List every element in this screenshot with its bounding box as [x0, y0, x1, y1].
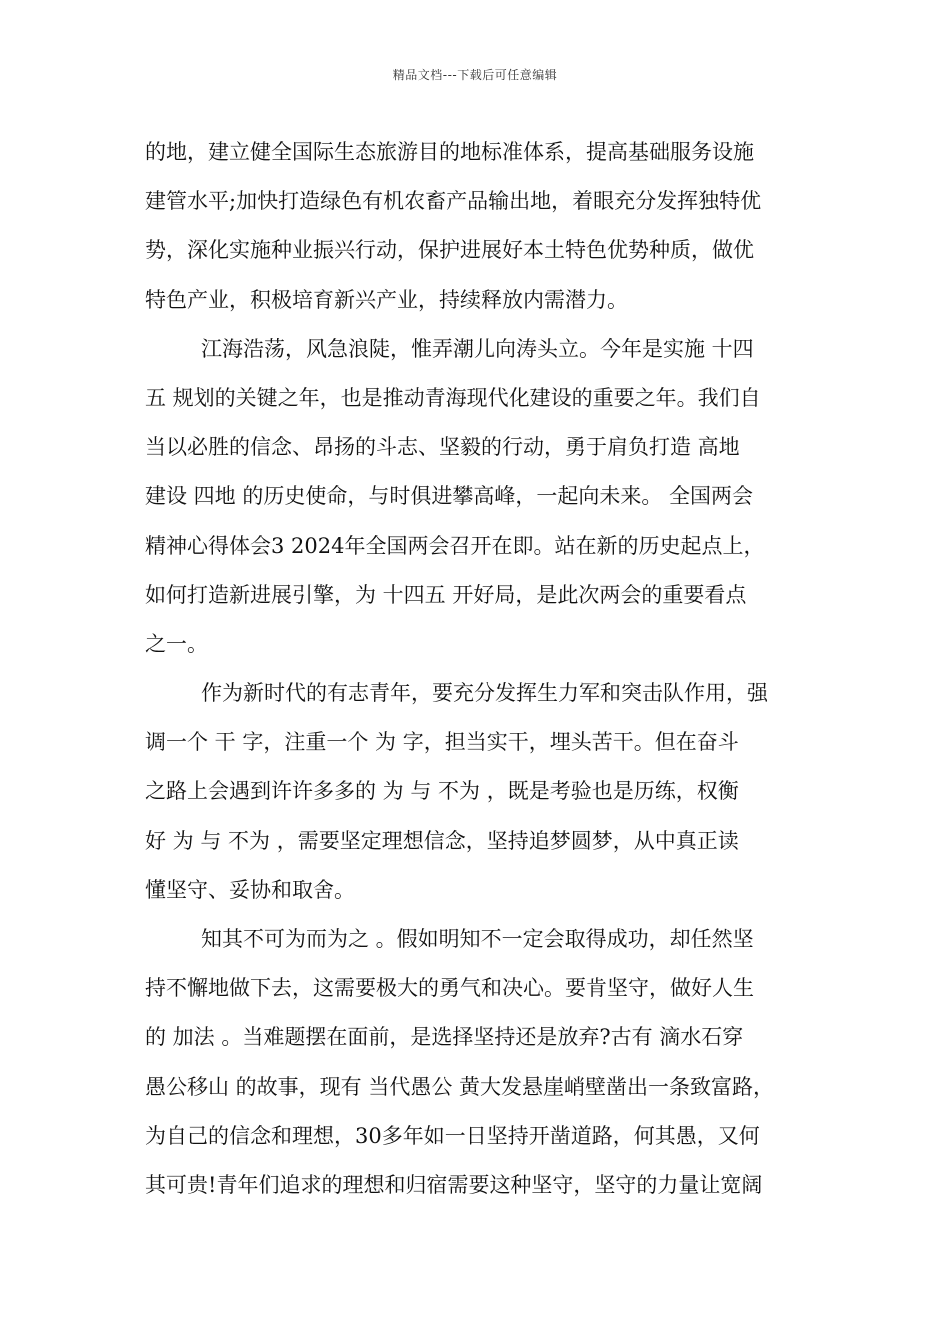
text-line: 当以必胜的信念、昂扬的斗志、坚毅的行动，勇于肩负打造 高地: [145, 435, 740, 460]
text-line: 愚公移山 的故事，现有 当代愚公 黄大发悬崖峭壁凿出一条致富路，: [145, 1074, 775, 1099]
paragraph-3: [145, 669, 810, 915]
text-line: 的 加法 。当难题摆在面前，是选择坚持还是放弃?古有 滴水石穿: [145, 1025, 744, 1050]
text-line: 好 为 与 不为 ，需要坚定理想信念，坚持追梦圆梦，从中真正读: [145, 828, 739, 853]
text-line: 调一个 干 字，注重一个 为 字，担当实干，埋头苦干。但在奋斗: [145, 730, 739, 755]
paragraph-1: [145, 128, 810, 325]
text-line: 持不懈地做下去，这需要极大的勇气和决心。要肯坚守，做好人生: [145, 976, 754, 1001]
text-line: 之路上会遇到许许多多的 为 与 不为 ，既是考验也是历练，权衡: [145, 779, 739, 804]
text-line: 懂坚守、妥协和取舍。: [145, 877, 355, 902]
text-line: 势，深化实施种业振兴行动，保护进展好本土特色优势种质，做优: [145, 238, 754, 263]
page-header: 精品文档---下载后可任意编辑: [392, 68, 558, 82]
text-line: 五 规划的关键之年，也是推动青海现代化建设的重要之年。我们自: [145, 385, 761, 410]
text-line: 特色产业，积极培育新兴产业，持续释放内需潜力。: [145, 287, 628, 312]
text-line: 其可贵!青年们追求的理想和归宿需要这种坚守，坚守的力量让宽阔: [145, 1172, 763, 1197]
text-line: 建设 四地 的历史使命，与时俱进攀高峰，一起向未来。 全国两会: [145, 484, 754, 509]
text-line: 作为新时代的有志青年，要充分发挥生力军和突击队作用，强: [201, 681, 768, 706]
text-line: 建管水平;加快打造绿色有机农畜产品输出地，着眼充分发挥独特优: [145, 189, 762, 214]
text-line: 知其不可为而为之 。假如明知不一定会取得成功，却任然坚: [201, 927, 754, 951]
text-line: 的地，建立健全国际生态旅游目的地标准体系，提高基础服务设施: [145, 140, 754, 164]
text-line: 精神心得体会3 2024年全国两会召开在即。站在新的历史起点上，: [145, 533, 765, 558]
text-line: 之一。: [145, 631, 208, 656]
document-body: [145, 128, 810, 1210]
paragraph-2: [145, 325, 810, 669]
text-line: 为自己的信念和理想，30多年如一日坚持开凿道路，何其愚，又何: [145, 1123, 760, 1148]
text-line: 如何打造新进展引擎，为 十四五 开好局，是此次两会的重要看点: [145, 582, 747, 607]
paragraph-4: [145, 915, 810, 1210]
text-line: 江海浩荡，风急浪陡，惟弄潮儿向涛头立。今年是实施 十四: [201, 336, 754, 361]
